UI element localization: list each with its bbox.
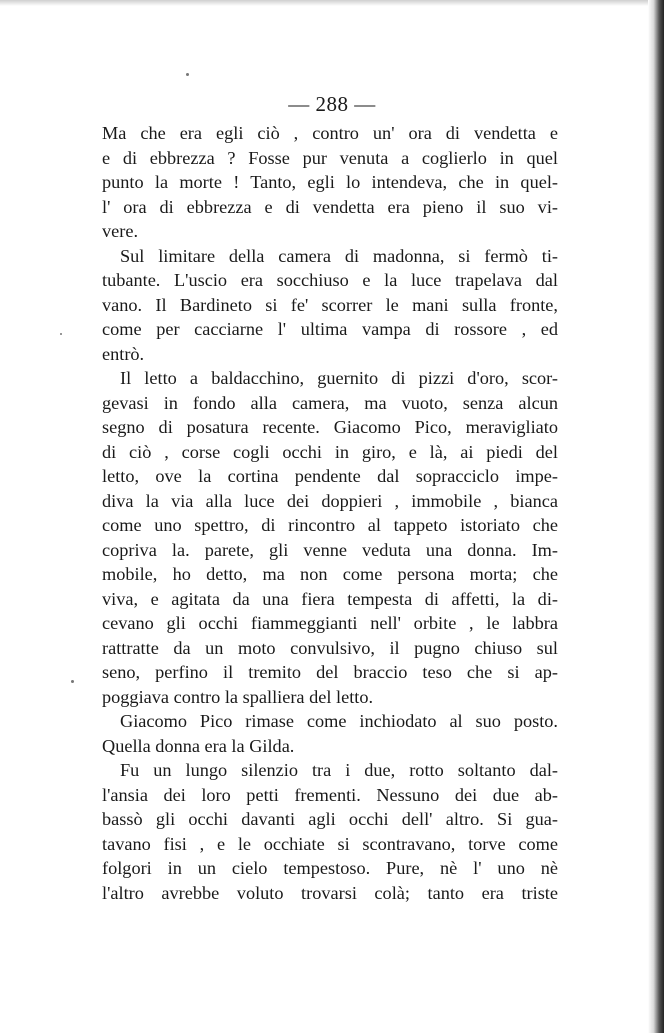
page-number: — 288 — [288, 92, 376, 116]
text-line: mobile, ho detto, ma non come persona morta; che [102, 564, 558, 584]
body-text [102, 121, 558, 905]
text-line: tubante. L'uscio era socchiuso e la luce trapelava dal [102, 270, 558, 290]
text-line: entrò. [102, 343, 145, 364]
text-line: Quella donna era la Gilda. [102, 735, 295, 756]
text-line: Sul limitare della camera di madonna, si fermò ti- [120, 245, 558, 266]
text-line: tavano fisi , e le occhiate si scontravano, torve come [102, 833, 558, 854]
text-line: segno di posatura recente. Giacomo Pico, meravigliato [102, 417, 558, 437]
page-binding-edge [648, 0, 664, 1033]
text-line: cevano gli occhi fiammeggianti nell' orbite , le labbra [102, 613, 558, 633]
text-line: viva, e agitata da una fiera tempesta di affetti, la di- [102, 588, 558, 609]
page-top-shadow [0, 0, 664, 6]
text-line: seno, perfino il tremito del braccio teso che si ap- [102, 662, 558, 682]
text-line: l'ansia dei loro petti frementi. Nessuno dei due ab- [102, 784, 558, 805]
text-line: diva la via alla luce dei doppieri , immobile , bianca [102, 490, 558, 511]
text-line: e di ebbrezza ? Fosse pur venuta a coglierlo in quel [102, 147, 558, 168]
text-line: copriva la. parete, gli venne veduta una donna. Im- [102, 539, 558, 560]
text-line: gevasi in fondo alla camera, ma vuoto, senza alcun [102, 392, 558, 413]
paper-speck [60, 333, 62, 335]
text-line: l' ora di ebbrezza e di vendetta era pieno il suo vi- [102, 196, 558, 217]
text-line: l'altro avrebbe voluto trovarsi colà; tanto era triste [102, 882, 558, 903]
text-line: Il letto a baldacchino, guernito di pizzi d'oro, scor- [120, 368, 558, 388]
text-line: folgori in un cielo tempestoso. Pure, nè l' uno nè [102, 858, 558, 878]
paper-speck [71, 680, 74, 683]
text-line: vere. [102, 221, 139, 241]
text-line: come uno spettro, di rincontro al tappeto istoriato che [102, 515, 558, 535]
text-line: vano. Il Bardineto si fe' scorrer le mani sulla fronte, [102, 294, 558, 315]
text-line: letto, ove la cortina pendente dal sopracciclo impe- [102, 466, 558, 486]
paper-speck [186, 73, 189, 76]
text-line: poggiava contro la spalliera del letto. [102, 686, 374, 707]
text-line: Fu un lungo silenzio tra i due, rotto soltanto dal- [120, 760, 558, 780]
text-line: bassò gli occhi davanti agli occhi dell' altro. Si gua- [102, 809, 558, 829]
text-line: di ciò , corse cogli occhi in giro, e là, ai piedi del [102, 441, 558, 462]
text-line: punto la morte ! Tanto, egli lo intendeva, che in quel- [102, 172, 558, 192]
text-line: come per cacciarne l' ultima vampa di rossore , ed [102, 319, 558, 339]
text-line: rattratte da un moto convulsivo, il pugno chiuso sul [102, 637, 558, 658]
text-line: Ma che era egli ciò , contro un' ora di vendetta e [102, 123, 558, 143]
text-line: Giacomo Pico rimase come inchiodato al suo posto. [120, 711, 558, 731]
